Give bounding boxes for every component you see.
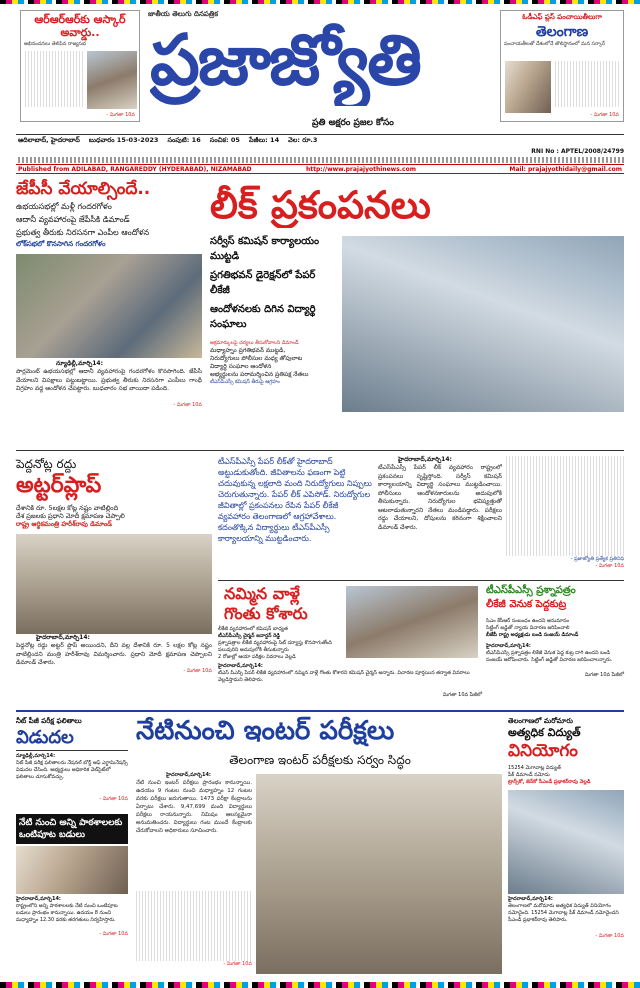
right-promo-subtitle: పంచాయతీలతో దేశంలోనే తొలిస్థానంలో మన సర్కార్ [504, 41, 606, 47]
lead-sub-1: అక్రమార్కులపై చర్యలు తీసుకోవాలని డిమాండ్ [210, 340, 299, 346]
trust-byline[interactable]: మిగతా 10వ పేజీలో [442, 692, 482, 698]
rule-2 [218, 580, 624, 581]
lead-subdecks [210, 340, 338, 386]
tspsc-body: టీఎస్‌పీఎస్సీ ప్రశ్నాపత్రం లీకేజీ వెనుక పెద్ద కుట్ర దాగి ఉందని బండి సంజయ్ ఆరోపించారు. సిట్టింగ్ జడ్జితో విచారణ జరిపించాలన్నారు. [486, 650, 613, 663]
tspsc-story[interactable] [486, 584, 624, 704]
neet-kicker: నీట్ పీజీ పరీక్ష ఫలితాలు [16, 717, 82, 725]
inter-deck: తెలంగాణ ఇంటర్ పరీక్షలకు సర్వం సిద్ధం [229, 753, 411, 767]
jpc-more[interactable]: - మిగతా 10వ [173, 402, 202, 408]
lead-sub-4: విద్యార్థి సంఘాల ఆందోళన [210, 363, 272, 370]
trust-sub-3: ప్రశ్నాపత్రాల లీకేజీ వ్యవహారంపై సిట్ దర్యాప్తు కొనసాగుతోంది [218, 640, 332, 646]
lead-deck-3: ఆందోళనలకు దిగిన విద్యార్థి సంఘాలు [210, 304, 316, 330]
right-promo-more[interactable]: - మిగతా 10వ [590, 112, 619, 118]
lead-dateline: హైదరాబాద్,మార్చి14: [398, 456, 452, 463]
jpc-line4: లోక్‌సభలో కొనసాగిన గందరగోళం [16, 240, 106, 248]
note-ban-story[interactable] [16, 456, 212, 676]
jpc-story[interactable] [16, 178, 202, 448]
lead-sub-5: అభ్యర్థులను పరామర్శించిన ప్రతిపక్ష నేతలు [210, 371, 309, 378]
note-sub-2: దేశ ప్రజలకు ప్రధాని మోదీ క్షమాపణ చెప్పాలి [16, 512, 125, 520]
website-link[interactable]: http://www.prajajyothinews.com [306, 166, 416, 173]
tagline-top: జాతీయ తెలుగు దినపత్రిక [148, 10, 218, 18]
note-photo [16, 534, 212, 634]
lead-deck-2: ప్రగతిభవన్ డైరెక్షన్‌లో పేపర్ లీకేజీ [210, 270, 316, 296]
note-title-big: అట్టర్‌ప్లాప్ [16, 473, 102, 498]
power-story[interactable] [508, 716, 624, 974]
lead-sub-6: టీఎస్‌పీఎస్సీ కమిషన్ తీరుపై ఆగ్రహం [210, 379, 280, 385]
panchang-line [18, 157, 624, 163]
lead-second-text: టీఎస్‌పీఎస్సీ పేపర్ లీక్‌తో హైదరాబాద్ అట్టుడుకుతోంది. జీవితాలను ఫణంగా పెట్టి చదువుకున్న లక్షలాది మంది నిరుద్యోగులు నిప్పులు చెరుగుతున్నారు. పేపర్ లీక్ ఎపిసోడ్. నిరుద్యోగుల జీవితాల్లో ప్రకంపనలు రేపిన పేపర్ లీకేజీ వ్యవహారం తెలంగాణలో ఆగ్రహావేశాలు. కదంతొక్కిన విద్యార్థులు టీఎస్‌పీఎస్సీ కార్యాలయాన్ని ముట్టడించారు. [218, 457, 372, 543]
power-dateline: హైదరాబాద్,మార్చి14: [508, 896, 553, 902]
power-more[interactable]: - మిగతా 10వ [595, 933, 624, 939]
schools-title: నేటి నుంచి అన్ని పాఠశాలలకు ఒంటిపూట బడులు [16, 814, 128, 844]
neet-body: నీట్ పీజీ పరీక్ష ఫలితాలను నేషనల్ బోర్డ్ ఆఫ్ ఎగ్జామినేషన్స్ విడుదల చేసింది. అభ్యర్థులు అధికారిక వెబ్‌సైట్‌లో ఫలితాలు చూసుకోవచ్చు. [16, 760, 128, 780]
lead-more[interactable]: - మిగతా 10వ [595, 563, 624, 569]
jpc-line2: ఆదానీ వ్యవహారంపై జేపీసీకి డిమాండ్ [16, 215, 130, 224]
power-title-2: వినియోగం [508, 741, 578, 761]
trust-dateline: హైదరాబాద్,మార్చి14: [218, 663, 263, 669]
trust-sub-4: పలువురిని అదుపులోకి తీసుకున్నారు [218, 647, 289, 653]
left-promo-title: ఆర్ఆర్ఆర్‌కు ఆస్కార్ అవార్డు.. [34, 13, 126, 39]
mail-text: Mail: prajajyothidaily@gmail.com [509, 166, 622, 173]
power-title-1: అత్యధిక విద్యుత్ [508, 726, 581, 739]
masthead-title: ప్రజాజ్యోతి [150, 19, 420, 101]
note-body: పెద్దనోట్ల రద్దు అట్టర్ ఫ్లాప్ అయిందని, దీని వల్ల దేశానికి రూ. 5 లక్షల కోట్ల నష్టం వాటిల్లిందని మంత్రి హరీశ్‌రావు విమర్శించారు. ప్రధాని మోదీ క్షమాపణ చెప్పాలని డిమాండ్ చేశారు. [16, 642, 212, 666]
left-promo-subtitle: అభినందనలు తెలిపిన రాజ్యసభ [24, 41, 86, 47]
lead-second-byline: - ప్రజాజ్యోతి ప్రత్యేక ప్రతినిధి [570, 556, 624, 562]
jpc-line3: ప్రభుత్వ తీరుకు నిరసనగా ఎంపీల ఆందోళన [16, 228, 150, 237]
note-sub-1: దేశానికి రూ. 5లక్షల కోట్ల నష్టం వాటిల్లింది [16, 504, 119, 512]
tspsc-sub-2: సిట్టింగ్ జడ్జితో న్యాయ విచారణ జరిపించాలి [486, 625, 570, 631]
jpc-title: జేపీసీ వేయాల్సిందే.. [16, 179, 151, 199]
right-promo-text-lines [555, 61, 619, 107]
right-promo-title: తెలంగాణ [535, 24, 589, 40]
lead-deck-1: సర్వీస్ కమిషన్ కార్యాలయం ముట్టడి [210, 236, 320, 262]
left-promo-box[interactable] [20, 10, 140, 122]
masthead-rule [16, 134, 624, 135]
left-promo-more[interactable]: - మిగతా 10వ [106, 112, 135, 118]
rule-3 [16, 710, 624, 712]
note-sub-3: రాష్ట్ర ఆర్థికమంత్రి హరీశ్‌రావు డిమాండ్ [16, 520, 112, 528]
lead-sub-3: నిరుద్యోగులు పోలీసుల మధ్య తోపులాట [210, 355, 303, 362]
lead-sub-2: మధ్యాహ్నం ప్రగతిభవన్ ముట్టడి, [210, 347, 286, 354]
lead-body-block-2[interactable] [506, 456, 624, 576]
neet-title: విడుదల [16, 726, 128, 751]
lead-second[interactable] [218, 456, 372, 576]
power-photo [508, 790, 624, 894]
trust-sub-2: టీఎస్‌పీఎస్సీ చైర్మన్ జనార్దన్ రెడ్డి [218, 633, 280, 639]
neet-more[interactable]: - మిగతా 10వ [99, 796, 128, 802]
power-sub-2: పీక్ డిమాండ్ నమోదు [508, 772, 550, 778]
note-title-small: పెద్దనోట్ల రద్దు [16, 457, 77, 471]
trust-photo [346, 586, 478, 658]
trust-title-2: గొంతు కోశారు [224, 604, 308, 623]
tspsc-byline[interactable]: మిగతా 10వ పేజీలో [584, 672, 624, 678]
power-body: తెలంగాణలో మరోమారు అత్యధిక విద్యుత్ వినియోగం నమోదైంది. 15254 మెగావాట్ల పీక్ డిమాండ్ నమోదైందని సీఎండీ ప్రభాకర్‌రావు తెలిపారు. [508, 903, 619, 923]
masthead-motto: ప్రతి అక్షరం ప్రజల కోసం [312, 118, 394, 128]
schools-dateline: హైదరాబాద్,మార్చి14: [16, 896, 61, 902]
jpc-dateline: న్యూఢిల్లీ,మార్చి14: [56, 360, 103, 367]
note-more[interactable]: - మిగతా 10వ [183, 668, 212, 674]
neet-dateline: న్యూఢిల్లీ,మార్చి14: [16, 753, 56, 759]
left-promo-photo [87, 51, 137, 109]
lead-headline: లీక్ ప్రకంపనలు [210, 183, 431, 227]
inter-body-lines [136, 891, 252, 961]
tspsc-sub-3: బీజేపీ రాష్ట్ర అధ్యక్షుడు బండి సంజయ్ డిమాండ్ [486, 632, 579, 638]
right-promo-kicker: ఓడీఎఫ్ ప్లస్ పంచాయితీలుగా [522, 13, 602, 21]
inter-body: నేటి నుంచి ఇంటర్ పరీక్షలు ప్రారంభం కానున్నాయి. ఉదయం 9 గంటల నుంచి మధ్యాహ్నం 12 గంటల వరకు పరీక్షలు జరుగుతాయి. 1473 పరీక్షా కేంద్రాలను ఏర్పాటు చేశారు. 9,47,699 మంది విద్యార్థులు పరీక్షలు రాయనున్నారు. నిమిషం ఆలస్యమైనా అనుమతించరు. విద్యార్థులు గంట ముందే కేంద్రాలకు చేరుకోవాలని అధికారులు సూచించారు. [136, 780, 252, 834]
publisher-bar [16, 164, 624, 174]
right-promo-box[interactable] [500, 10, 624, 122]
lead-body-lines [506, 456, 624, 556]
rule-1 [16, 450, 624, 451]
edition-line: ఆదిలాబాద్, హైదరాబాద్ బుధవారం 15-03-2023 సంపుటి: 16 సంచిక: 05 పేజీలు: 14 వెల: రూ.3 [18, 136, 318, 144]
tspsc-sub-1: సిఎం కేసీఆర్ సంబంధం ఉందని అనుమానం [486, 618, 570, 624]
inter-body-block[interactable] [136, 772, 252, 974]
power-kicker: తెలంగాణలో మరోమారు [508, 717, 573, 725]
schools-body: రాష్ట్రంలోని అన్ని పాఠశాలలకు నేటి నుంచి ఒంటిపూట బడులు ప్రారంభం కానున్నాయి. ఉదయం 8 నుంచి మధ్యాహ్నం 12.30 వరకు తరగతులు నిర్వహిస్తారు. [16, 903, 118, 923]
note-dateline: హైదరాబాద్,మార్చి14: [36, 634, 90, 641]
trust-body: టీఎస్ పీఎస్సీ పేపర్ లీకేజీ వ్యవహారంలో నమ్మిన వాళ్లే గొంతు కోశారని కమిషన్ చైర్మన్ అన్నారు. విచారణ పూర్తయిన తర్వాత వివరాలు వెల్లడిస్తామని తెలిపారు. [218, 670, 470, 683]
jpc-line1: ఉభయసభల్లో మళ్లీ గందరగోళం [16, 202, 112, 211]
power-sub-3: ట్రాన్స్‌కో, జెన్‌కో సీఎండీ ప్రభాకర్‌రావు వెల్లడి [508, 779, 591, 785]
lead-photo [342, 236, 624, 412]
lead-body: టీఎస్‌పీఎస్సీ పేపర్ లీక్ వ్యవహారం రాష్ట్రంలో ప్రకంపనలు సృష్టిస్తోంది. సర్వీస్ కమిషన్ కార్యాలయాన్ని విద్యార్థి సంఘాలు ముట్టడించాయి. పోలీసులు ఆందోళనకారులను అదుపులోకి తీసుకున్నారు. నిరుద్యోగుల భవిష్యత్తుతో ఆటలాడుతున్నారని నేతలు మండిపడ్డారు. పరీక్షలు రద్దు చేయాలని, దోషులను కఠినంగా శిక్షించాలని డిమాండ్ చేశారు. [378, 464, 502, 531]
schools-story[interactable] [16, 814, 128, 974]
schools-more[interactable]: - మిగతా 10వ [99, 931, 128, 937]
power-sub-1: 15254 మెగావాట్ల విద్యుత్ [508, 765, 561, 771]
schools-photo [16, 846, 128, 894]
inter-headline: నేటినుంచి ఇంటర్ పరీక్షలు [136, 716, 395, 746]
registration-strip-top [0, 0, 640, 4]
neet-story[interactable] [16, 716, 128, 810]
jpc-photo [16, 254, 202, 358]
tspsc-title: టీఎస్‌పీఎస్సీ ప్రశ్నాపత్రం [486, 585, 576, 596]
tspsc-dateline: హైదరాబాద్,మార్చి14: [486, 643, 531, 649]
left-promo-text-lines [25, 51, 83, 111]
right-promo-photo [505, 61, 551, 113]
lead-body-block[interactable] [378, 456, 502, 576]
inter-more[interactable]: - మిగతా 10వ [223, 961, 252, 967]
trust-sub-1: లీకేజీ వ్యవహారంలో కమిషన్ బాధ్యత [218, 626, 288, 632]
lead-deck [210, 234, 338, 332]
publisher-text: Published from ADILABAD, RANGAREDDY (HYDERABAD), NIZAMABAD [18, 166, 252, 173]
registration-strip-bottom [0, 982, 640, 988]
trust-title-1: నమ్మిన వాళ్లే [224, 584, 300, 603]
jpc-body: పార్లమెంట్ ఉభయసభల్లో ఆదానీ వ్యవహారంపై గందరగోళం కొనసాగింది. జేపీసీ వేయాలని విపక్షాలు పట్టుబట్టాయి. ప్రభుత్వ తీరుకు నిరసనగా ఎంపీలు గాంధీ విగ్రహం వద్ద ఆందోళన చేపట్టారు. బుధవారం సభ వాయిదా పడింది. [16, 368, 202, 392]
rni-number: RNI No : APTEL/2008/24799 [531, 148, 624, 155]
inter-photo [256, 774, 502, 974]
trust-sub-5: 2 రోజుల్లో ఆయా పరీక్షల వివరాలు వెల్లడి [218, 654, 296, 660]
inter-dateline: హైదరాబాద్,మార్చి14: [166, 772, 211, 778]
tspsc-title-2: లీకేజీ వెనుక పెద్దకుట్ర [486, 599, 567, 610]
